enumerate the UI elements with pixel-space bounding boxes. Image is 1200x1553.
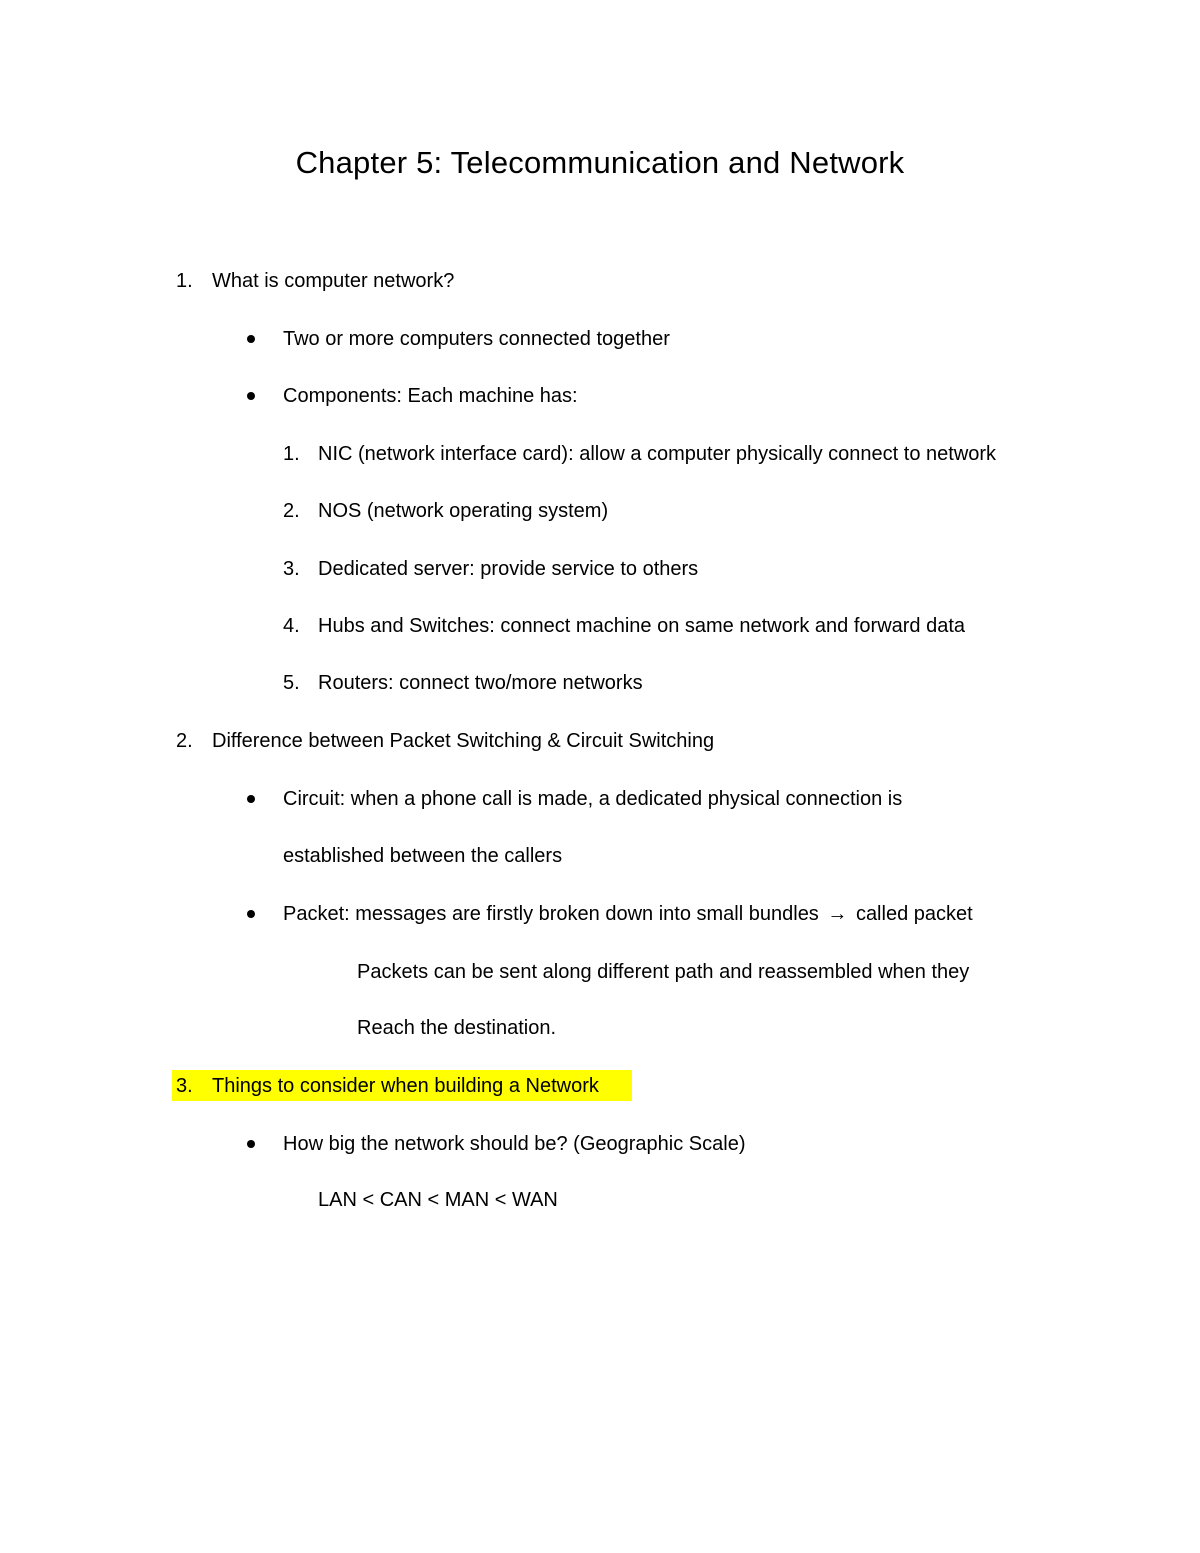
packet-line-1-end: called packet bbox=[855, 903, 973, 925]
packet-line-1-text: Packet: messages are firstly broken down into small bundles bbox=[283, 903, 819, 925]
section-3-bullet: How big the network should be? (Geographic Scale) bbox=[283, 1133, 746, 1155]
section-2-heading: Difference between Packet Switching & Circuit Switching bbox=[212, 730, 715, 752]
circuit-line-2: established between the callers bbox=[283, 845, 563, 867]
section-1-heading: What is computer network? bbox=[212, 270, 455, 292]
circuit-line-1: Circuit: when a phone call is made, a dedicated physical connection is bbox=[283, 788, 903, 810]
component-item: NOS (network operating system) bbox=[318, 500, 609, 522]
arrow-right-icon: → bbox=[827, 903, 848, 925]
component-item: NIC (network interface card): allow a computer physically connect to network bbox=[318, 443, 997, 465]
component-number: 2. bbox=[283, 500, 300, 522]
bullet-icon bbox=[247, 910, 255, 918]
section-1-bullet-1: Two or more computers connected together bbox=[283, 328, 670, 350]
geographic-scale: LAN < CAN < MAN < WAN bbox=[318, 1189, 558, 1211]
packet-line-2: Packets can be sent along different path and reassembled when they bbox=[357, 961, 970, 983]
component-number: 3. bbox=[283, 558, 300, 580]
packet-line-1 bbox=[283, 899, 973, 929]
section-2-number: 2. bbox=[176, 730, 193, 752]
component-number: 4. bbox=[283, 615, 300, 637]
section-3-heading: Things to consider when building a Network bbox=[212, 1075, 599, 1097]
section-3-number: 3. bbox=[176, 1075, 193, 1097]
section-1-number: 1. bbox=[176, 270, 193, 292]
page-title: Chapter 5: Telecommunication and Network bbox=[295, 145, 905, 180]
component-item: Hubs and Switches: connect machine on same network and forward data bbox=[318, 615, 966, 637]
component-item: Dedicated server: provide service to others bbox=[318, 558, 699, 580]
section-1-bullet-2: Components: Each machine has: bbox=[283, 385, 578, 407]
component-number: 1. bbox=[283, 443, 300, 465]
bullet-icon bbox=[247, 1140, 255, 1148]
component-item: Routers: connect two/more networks bbox=[318, 672, 643, 694]
packet-line-3: Reach the destination. bbox=[357, 1017, 557, 1039]
component-number: 5. bbox=[283, 672, 300, 694]
bullet-icon bbox=[247, 795, 255, 803]
bullet-icon bbox=[247, 392, 255, 400]
bullet-icon bbox=[247, 335, 255, 343]
